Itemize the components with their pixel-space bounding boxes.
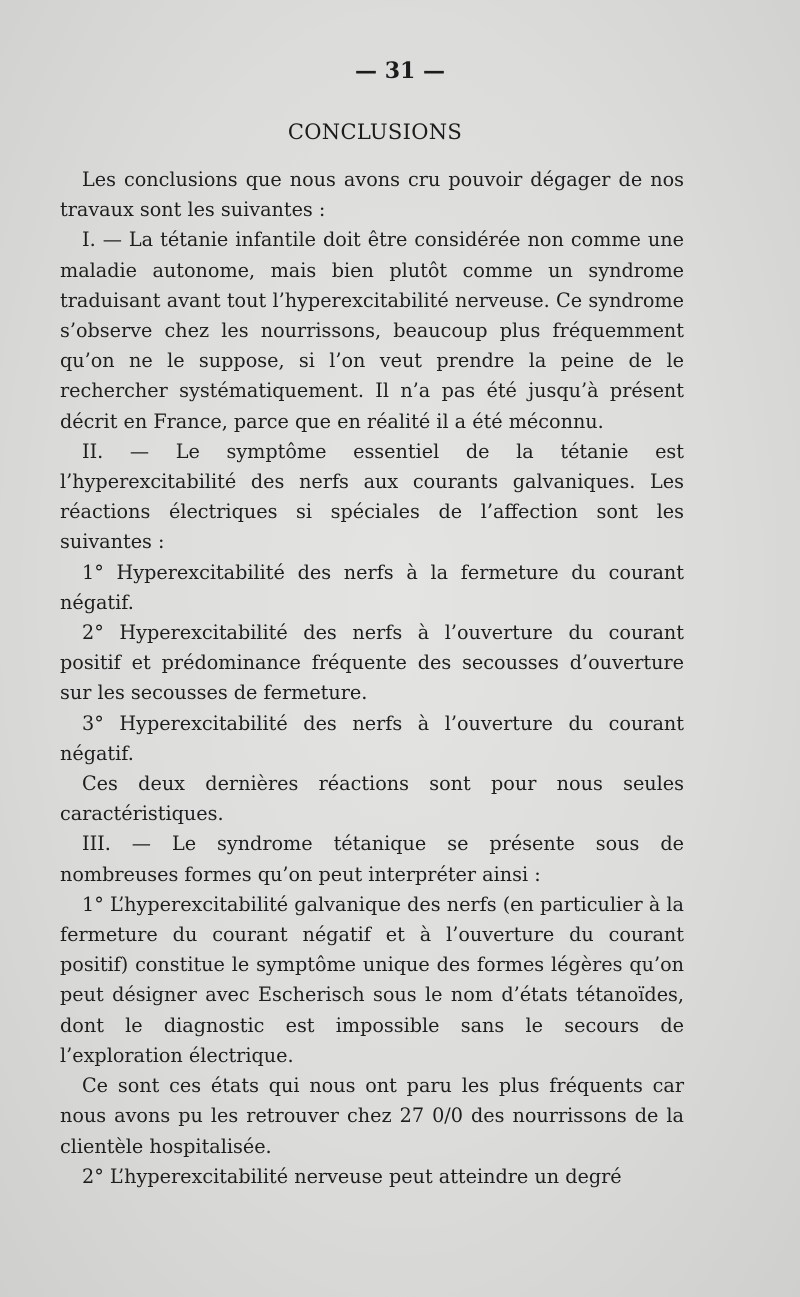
- body-text: [60, 165, 684, 1192]
- paragraph-reaction-3: 3° Hyperexcitabilité des nerfs à l’ouverture du courant négatif.: [60, 711, 684, 765]
- paragraph-form-2: 2° L’hyperexcitabilité nerveuse peut atteindre un degré: [82, 1164, 622, 1188]
- paragraph-form-1-note: Ce sont ces états qui nous ont paru les plus fréquents car nous avons pu les retrouver chez 27 0/0 des nourrissons de la clientèle hospitalisée.: [60, 1074, 684, 1158]
- paragraph-form-1: 1° L’hyperexcitabilité galvanique des nerfs (en particulier à la fermeture du courant négatif et à l’ouverture du courant positif) constitue le symptôme unique des formes légères qu’on peut désigner avec Escherisch sous le nom d’états tétanoïdes, dont le diagnostic est impossible sans le secours de l’exploration électrique.: [60, 892, 684, 1067]
- section-heading: CONCLUSIONS: [287, 120, 463, 144]
- paragraph-conclusion-3: III. — Le syndrome tétanique se présente sous de nombreuses formes qu’on peut interpréter ainsi :: [60, 832, 684, 886]
- page-number: — 31 —: [355, 58, 445, 84]
- paragraph-intro: Les conclusions que nous avons cru pouvoir dégager de nos travaux sont les suivantes :: [60, 168, 684, 222]
- paragraph-reaction-1: 1° Hyperexcitabilité des nerfs à la fermeture du courant négatif.: [60, 560, 684, 614]
- paragraph-reaction-2: 2° Hyperexcitabilité des nerfs à l’ouverture du courant positif et prédominance fréquente des secousses d’ouverture sur les secousses de fermeture.: [60, 621, 684, 705]
- paragraph-reaction-note: Ces deux dernières réactions sont pour nous seules caractéristiques.: [60, 772, 684, 826]
- paragraph-conclusion-1: I. — La tétanie infantile doit être considérée non comme une maladie autonome, mais bien plutôt comme un syndrome traduisant avant tout l’hyperexcitabilité nerveuse. Ce syndrome s’observe chez les nourrissons, beaucoup plus fréquemment qu’on ne le suppose, si l’on veut prendre la peine de le rechercher systématiquement. Il n’a pas été jusqu’à présent décrit en France, parce que en réalité il a été méconnu.: [60, 228, 684, 433]
- paragraph-conclusion-2: II. — Le symptôme essentiel de la tétanie est l’hyperexcitabilité des nerfs aux courants galvaniques. Les réactions électriques si spéciales de l’affection sont les suivantes :: [60, 439, 684, 554]
